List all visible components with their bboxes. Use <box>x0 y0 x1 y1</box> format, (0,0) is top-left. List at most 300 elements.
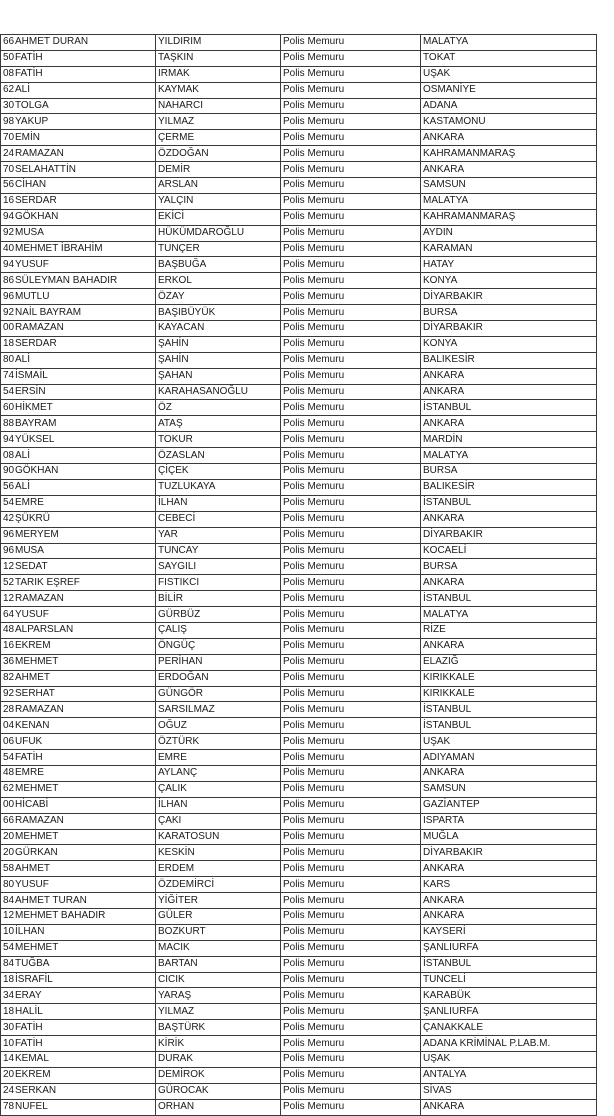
surname-cell <box>156 765 281 781</box>
row-number: 70 <box>3 131 15 143</box>
row-number: 28 <box>3 703 15 715</box>
table-row <box>1 241 597 257</box>
rank-cell <box>281 813 421 829</box>
row-number: 66 <box>3 36 15 48</box>
city-cell <box>421 638 597 654</box>
city-cell <box>421 654 597 670</box>
row-number: 18 <box>3 1005 15 1017</box>
city-cell <box>421 591 597 607</box>
cell-text: Polis Memuru <box>283 68 345 80</box>
name-cell <box>1 638 156 654</box>
cell-text: DİYARBAKIR <box>423 529 483 541</box>
name-cell <box>1 209 156 225</box>
cell-text: ERKOL <box>158 274 192 286</box>
cell-text: RİZE <box>423 624 446 636</box>
surname-cell <box>156 98 281 114</box>
rank-cell <box>281 797 421 813</box>
cell-text: AYDIN <box>423 227 453 239</box>
cell-text: ANKARA <box>423 163 465 175</box>
rank-cell <box>281 1036 421 1052</box>
cell-text: TUNCAY <box>158 544 199 556</box>
name-cell <box>1 479 156 495</box>
row-number: 00 <box>3 799 15 811</box>
name-cell <box>1 241 156 257</box>
rank-cell <box>281 527 421 543</box>
city-cell <box>421 305 597 321</box>
city-cell <box>421 1099 597 1115</box>
city-cell <box>421 607 597 623</box>
table-row <box>1 813 597 829</box>
cell-text: ÖZ <box>158 401 172 413</box>
surname-cell <box>156 1067 281 1083</box>
cell-text: İLHAN <box>15 926 45 938</box>
cell-text: GÜRBÜZ <box>158 608 201 620</box>
city-cell <box>421 956 597 972</box>
name-cell <box>1 35 156 51</box>
cell-text: ERDEM <box>158 862 195 874</box>
cell-text: SERKAN <box>15 1085 57 1097</box>
city-cell <box>421 559 597 575</box>
city-cell <box>421 972 597 988</box>
row-number: 12 <box>3 910 15 922</box>
surname-cell <box>156 908 281 924</box>
cell-text: Polis Memuru <box>283 799 345 811</box>
city-cell <box>421 241 597 257</box>
name-cell <box>1 702 156 718</box>
table-row <box>1 765 597 781</box>
cell-text: KAHRAMANMARAŞ <box>423 211 516 223</box>
cell-text: OĞUZ <box>158 719 187 731</box>
surname-cell <box>156 448 281 464</box>
name-cell <box>1 162 156 178</box>
city-cell <box>421 1083 597 1099</box>
cell-text: Polis Memuru <box>283 560 345 572</box>
row-number: 96 <box>3 529 15 541</box>
city-cell <box>421 702 597 718</box>
cell-text: TUNCELİ <box>423 973 466 985</box>
rank-cell <box>281 241 421 257</box>
row-number: 54 <box>3 497 15 509</box>
table-row <box>1 1083 597 1099</box>
cell-text: Polis Memuru <box>283 767 345 779</box>
cell-text: BURSA <box>423 465 458 477</box>
row-number: 12 <box>3 560 15 572</box>
surname-cell <box>156 877 281 893</box>
surname-cell <box>156 527 281 543</box>
row-number: 48 <box>3 624 15 636</box>
row-number: 10 <box>3 926 15 938</box>
table-row <box>1 686 597 702</box>
cell-text: MARDİN <box>423 433 463 445</box>
cell-text: ÇİÇEK <box>158 465 189 477</box>
row-number: 58 <box>3 862 15 874</box>
cell-text: Polis Memuru <box>283 163 345 175</box>
cell-text: Polis Memuru <box>283 592 345 604</box>
cell-text: TOKUR <box>158 433 193 445</box>
rank-cell <box>281 765 421 781</box>
table-row <box>1 734 597 750</box>
cell-text: EKREM <box>15 1069 51 1081</box>
rank-cell <box>281 940 421 956</box>
rank-cell <box>281 781 421 797</box>
cell-text: ÇERME <box>158 131 195 143</box>
cell-text: Polis Memuru <box>283 386 345 398</box>
rank-cell <box>281 82 421 98</box>
row-number: 14 <box>3 1053 15 1065</box>
surname-cell <box>156 273 281 289</box>
rank-cell <box>281 591 421 607</box>
cell-text: Polis Memuru <box>283 973 345 985</box>
city-cell <box>421 416 597 432</box>
surname-cell <box>156 797 281 813</box>
cell-text: DEMİROK <box>158 1069 205 1081</box>
cell-text: TAŞKIN <box>158 52 194 64</box>
cell-text: İSTANBUL <box>423 497 472 509</box>
surname-cell <box>156 209 281 225</box>
city-cell <box>421 765 597 781</box>
rank-cell <box>281 273 421 289</box>
table-row <box>1 797 597 813</box>
cell-text: YILMAZ <box>158 1005 195 1017</box>
table-row <box>1 336 597 352</box>
cell-text: RAMAZAN <box>15 815 64 827</box>
cell-text: Polis Memuru <box>283 195 345 207</box>
surname-cell <box>156 35 281 51</box>
table-row <box>1 114 597 130</box>
cell-text: Polis Memuru <box>283 211 345 223</box>
cell-text: SÜLEYMAN BAHADIR <box>15 274 118 286</box>
rank-cell <box>281 543 421 559</box>
table-row <box>1 559 597 575</box>
city-cell <box>421 209 597 225</box>
city-cell <box>421 845 597 861</box>
rank-cell <box>281 956 421 972</box>
cell-text: Polis Memuru <box>283 227 345 239</box>
name-cell <box>1 877 156 893</box>
name-cell <box>1 940 156 956</box>
name-cell <box>1 543 156 559</box>
cell-text: Polis Memuru <box>283 815 345 827</box>
rank-cell <box>281 829 421 845</box>
cell-text: Polis Memuru <box>283 258 345 270</box>
cell-text: YALÇIN <box>158 195 194 207</box>
cell-text: AHMET DURAN <box>15 36 89 48</box>
rank-cell <box>281 893 421 909</box>
name-cell <box>1 368 156 384</box>
table-row <box>1 924 597 940</box>
cell-text: RAMAZAN <box>15 322 64 334</box>
cell-text: MERYEM <box>15 529 59 541</box>
name-cell <box>1 861 156 877</box>
name-cell <box>1 956 156 972</box>
cell-text: KARATOSUN <box>158 830 220 842</box>
row-number: 42 <box>3 513 15 525</box>
name-cell <box>1 527 156 543</box>
cell-text: MEHMET <box>15 656 59 668</box>
rank-cell <box>281 114 421 130</box>
city-cell <box>421 98 597 114</box>
cell-text: Polis Memuru <box>283 401 345 413</box>
cell-text: ANKARA <box>423 131 465 143</box>
surname-cell <box>156 845 281 861</box>
row-number: 20 <box>3 846 15 858</box>
table-row <box>1 527 597 543</box>
name-cell <box>1 607 156 623</box>
cell-text: BURSA <box>423 306 458 318</box>
table-row <box>1 193 597 209</box>
row-number: 64 <box>3 608 15 620</box>
row-number: 06 <box>3 735 15 747</box>
personnel-table <box>0 34 597 1116</box>
table-row <box>1 35 597 51</box>
cell-text: ÖZASLAN <box>158 449 205 461</box>
cell-text: İSTANBUL <box>423 719 472 731</box>
cell-text: GÖKHAN <box>15 465 59 477</box>
surname-cell <box>156 384 281 400</box>
rank-cell <box>281 1099 421 1115</box>
rank-cell <box>281 924 421 940</box>
table-row <box>1 273 597 289</box>
name-cell <box>1 432 156 448</box>
table-row <box>1 321 597 337</box>
city-cell <box>421 114 597 130</box>
name-cell <box>1 289 156 305</box>
cell-text: İLHAN <box>158 497 188 509</box>
cell-text: Polis Memuru <box>283 433 345 445</box>
surname-cell <box>156 464 281 480</box>
rank-cell <box>281 225 421 241</box>
row-number: 82 <box>3 672 15 684</box>
city-cell <box>421 924 597 940</box>
name-cell <box>1 718 156 734</box>
cell-text: KESKİN <box>158 846 195 858</box>
cell-text: Polis Memuru <box>283 751 345 763</box>
name-cell <box>1 988 156 1004</box>
cell-text: BURSA <box>423 560 458 572</box>
cell-text: KIRIKKALE <box>423 672 475 684</box>
row-number: 16 <box>3 640 15 652</box>
row-number: 60 <box>3 401 15 413</box>
name-cell <box>1 575 156 591</box>
table-row <box>1 718 597 734</box>
surname-cell <box>156 1099 281 1115</box>
city-cell <box>421 1052 597 1068</box>
surname-cell <box>156 575 281 591</box>
cell-text: ÖZDEMİRCİ <box>158 878 215 890</box>
cell-text: TUZLUKAYA <box>158 481 216 493</box>
row-number: 30 <box>3 100 15 111</box>
city-cell <box>421 273 597 289</box>
city-cell <box>421 797 597 813</box>
cell-text: KIRIKKALE <box>423 687 475 699</box>
cell-text: Polis Memuru <box>283 656 345 668</box>
name-cell <box>1 972 156 988</box>
rank-cell <box>281 1004 421 1020</box>
row-number: 92 <box>3 687 15 699</box>
surname-cell <box>156 940 281 956</box>
cell-text: ÖZAY <box>158 290 185 302</box>
cell-text: İSTANBUL <box>423 592 472 604</box>
table-row <box>1 829 597 845</box>
cell-text: ELAZIĞ <box>423 656 459 668</box>
city-cell <box>421 130 597 146</box>
cell-text: KAHRAMANMARAŞ <box>423 147 516 159</box>
surname-cell <box>156 193 281 209</box>
surname-cell <box>156 82 281 98</box>
table-row <box>1 591 597 607</box>
cell-text: CİHAN <box>15 179 47 191</box>
cell-text: ÇALIK <box>158 783 187 795</box>
cell-text: MUTLU <box>15 290 50 302</box>
cell-text: MUSA <box>15 227 44 239</box>
city-cell <box>421 257 597 273</box>
cell-text: Polis Memuru <box>283 544 345 556</box>
rank-cell <box>281 559 421 575</box>
row-number: 18 <box>3 973 15 985</box>
cell-text: KASTAMONU <box>423 115 486 127</box>
rank-cell <box>281 368 421 384</box>
table-row <box>1 305 597 321</box>
table-row <box>1 750 597 766</box>
table-row <box>1 448 597 464</box>
table-row <box>1 940 597 956</box>
rank-cell <box>281 686 421 702</box>
cell-text: FATİH <box>15 1037 43 1049</box>
cell-text: YÜKSEL <box>15 433 55 445</box>
rank-cell <box>281 162 421 178</box>
cell-text: Polis Memuru <box>283 608 345 620</box>
rank-cell <box>281 845 421 861</box>
cell-text: CEBECİ <box>158 513 196 525</box>
cell-text: BOZKURT <box>158 926 206 938</box>
row-number: 36 <box>3 656 15 668</box>
table-row <box>1 257 597 273</box>
row-number: 08 <box>3 449 15 461</box>
cell-text: RAMAZAN <box>15 147 64 159</box>
surname-cell <box>156 829 281 845</box>
rank-cell <box>281 734 421 750</box>
rank-cell <box>281 718 421 734</box>
surname-cell <box>156 543 281 559</box>
table-row <box>1 1099 597 1115</box>
name-cell <box>1 829 156 845</box>
rank-cell <box>281 988 421 1004</box>
surname-cell <box>156 146 281 162</box>
row-number: 96 <box>3 290 15 302</box>
row-number: 92 <box>3 227 15 239</box>
cell-text: Polis Memuru <box>283 878 345 890</box>
cell-text: BALIKESİR <box>423 354 475 366</box>
city-cell <box>421 50 597 66</box>
row-number: 52 <box>3 576 15 588</box>
table-row <box>1 209 597 225</box>
cell-text: YILDIRIM <box>158 36 202 48</box>
cell-text: Polis Memuru <box>283 481 345 493</box>
rank-cell <box>281 98 421 114</box>
row-number: 00 <box>3 322 15 334</box>
row-number: 04 <box>3 719 15 731</box>
surname-cell <box>156 321 281 337</box>
table-row <box>1 702 597 718</box>
cell-text: EMRE <box>158 751 187 763</box>
cell-text: ANTALYA <box>423 1069 467 1081</box>
row-number: 50 <box>3 52 15 64</box>
name-cell <box>1 781 156 797</box>
cell-text: MEHMET BAHADIR <box>15 910 106 922</box>
cell-text: GÖKHAN <box>15 211 59 223</box>
rank-cell <box>281 464 421 480</box>
city-cell <box>421 448 597 464</box>
row-number: 48 <box>3 767 15 779</box>
cell-text: ŞÜKRÜ <box>15 513 51 525</box>
city-cell <box>421 1004 597 1020</box>
cell-text: ORHAN <box>158 1101 195 1113</box>
surname-cell <box>156 368 281 384</box>
row-number: 88 <box>3 417 15 429</box>
cell-text: UŞAK <box>423 1053 451 1065</box>
surname-cell <box>156 1004 281 1020</box>
cell-text: YUSUF <box>15 258 49 270</box>
name-cell <box>1 98 156 114</box>
name-cell <box>1 591 156 607</box>
cell-text: Polis Memuru <box>283 497 345 509</box>
name-cell <box>1 193 156 209</box>
name-cell <box>1 797 156 813</box>
name-cell <box>1 464 156 480</box>
cell-text: MACIK <box>158 942 190 954</box>
row-number: 20 <box>3 1069 15 1081</box>
cell-text: ŞANLIURFA <box>423 942 479 954</box>
rank-cell <box>281 622 421 638</box>
city-cell <box>421 66 597 82</box>
cell-text: ANKARA <box>423 370 465 382</box>
table-row <box>1 178 597 194</box>
row-number: 30 <box>3 1021 15 1033</box>
cell-text: FISTIKCI <box>158 576 200 588</box>
city-cell <box>421 527 597 543</box>
cell-text: SELAHATTİN <box>15 163 76 175</box>
cell-text: Polis Memuru <box>283 703 345 715</box>
rank-cell <box>281 702 421 718</box>
rank-cell <box>281 193 421 209</box>
row-number: 70 <box>3 163 15 175</box>
cell-text: Polis Memuru <box>283 147 345 159</box>
cell-text: AHMET TURAN <box>15 894 87 906</box>
city-cell <box>421 893 597 909</box>
city-cell <box>421 940 597 956</box>
row-number: 56 <box>3 179 15 191</box>
cell-text: Polis Memuru <box>283 417 345 429</box>
cell-text: Polis Memuru <box>283 640 345 652</box>
surname-cell <box>156 225 281 241</box>
table-row <box>1 130 597 146</box>
name-cell <box>1 734 156 750</box>
table-row <box>1 225 597 241</box>
cell-text: ÖZTÜRK <box>158 735 200 747</box>
cell-text: AYLANÇ <box>158 767 198 779</box>
cell-text: BAŞBUĞA <box>158 258 207 270</box>
cell-text: YUSUF <box>15 878 49 890</box>
cell-text: ANKARA <box>423 576 465 588</box>
cell-text: TUĞBA <box>15 958 50 970</box>
name-cell <box>1 336 156 352</box>
cell-text: İSTANBUL <box>423 703 472 715</box>
cell-text: Polis Memuru <box>283 894 345 906</box>
cell-text: ŞAHİN <box>158 338 189 350</box>
rank-cell <box>281 1020 421 1036</box>
rank-cell <box>281 50 421 66</box>
cell-text: KİRİK <box>158 1037 185 1049</box>
